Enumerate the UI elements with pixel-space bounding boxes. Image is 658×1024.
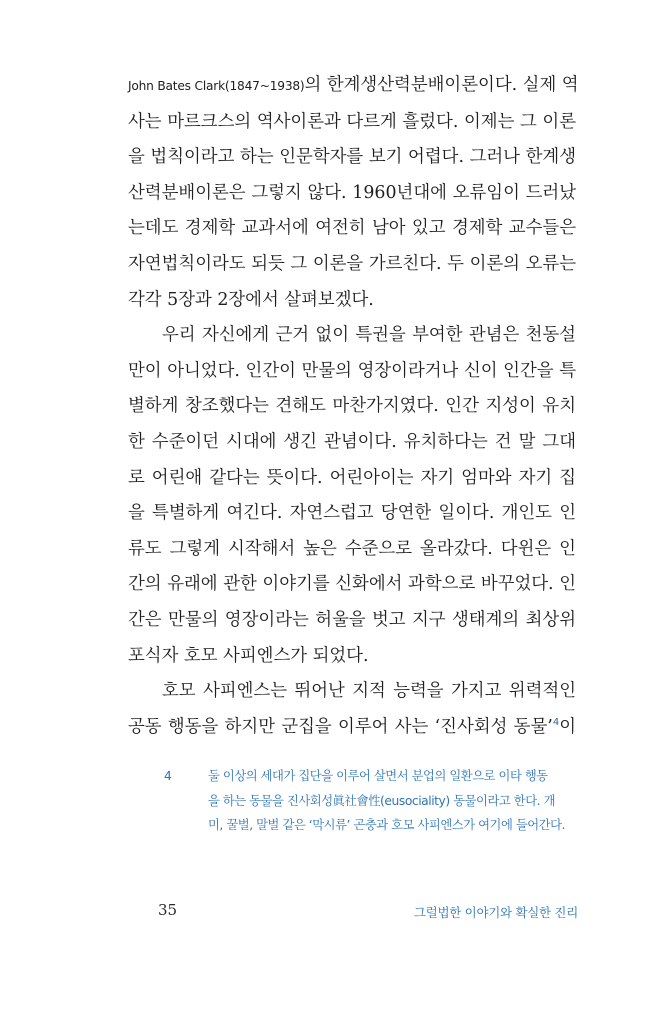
author-name: John Bates Clark(1847~1938)	[128, 79, 305, 93]
text-line: 로 어린애 같다는 뜻이다. 어린아이는 자기 엄마와 자기 집	[128, 467, 576, 488]
running-head: 그럴법한 이야기와 확실한 진리	[413, 905, 578, 920]
text-line: 포식자 호모 사피엔스가 되었다.	[128, 645, 369, 666]
paragraph-1	[128, 68, 579, 318]
text-line: 을 특별하게 여긴다. 자연스럽고 당연한 일이다. 개인도 인	[128, 503, 576, 524]
text-line: 우리 자신에게 근거 없이 특권을 부여한 관념은 천동설	[162, 325, 576, 346]
paragraph-3	[128, 674, 576, 745]
text-line: 별하게 창조했다는 견해도 마찬가지였다. 인간 지성이 유치	[128, 396, 576, 417]
text-line: 한 수준이던 시대에 생긴 관념이다. 유치하다는 건 말 그대	[128, 431, 576, 452]
line-rest: 의 한계생산력분배이론이다. 실제 역	[304, 75, 579, 95]
footnote-line: 둘 이상의 세대가 집단을 이루어 살면서 분업의 일환으로 이타 행동	[208, 769, 548, 783]
text-line: 사는 마르크스의 역사이론과 다르게 흘렀다. 이제는 그 이론	[128, 111, 576, 132]
text-line: 간은 만물의 영장이라는 허울을 벗고 지구 생태계의 최상위	[128, 609, 576, 630]
text-line	[128, 710, 576, 746]
footnote-number: 4	[164, 769, 172, 783]
footnote-reference[interactable]: 4	[552, 716, 560, 728]
body-text	[128, 68, 579, 745]
footnote-line: 을 하는 동물을 진사회성眞社會性(eusociality) 동물이라고 한다. 개	[208, 793, 555, 808]
footnote-text	[208, 764, 588, 838]
text-line: 각각 5장과 2장에서 살펴보겠다.	[128, 289, 374, 310]
text-line: 만이 아니었다. 인간이 만물의 영장이라거나 신이 인간을 특	[128, 360, 576, 381]
footnote-line: 미, 꿀벌, 말벌 같은 ‘막시류’ 곤충과 호모 사피엔스가 여기에 들어간다.	[208, 818, 566, 833]
line-text: 이	[559, 716, 576, 737]
paragraph-2	[128, 318, 576, 674]
page-number: 35	[158, 901, 178, 919]
text-line: 류도 그렇게 시작해서 높은 수준으로 올라갔다. 다윈은 인	[128, 538, 576, 559]
text-line: 자연법칙이라도 되듯 그 이론을 가르친다. 두 이론의 오류는	[128, 253, 576, 274]
text-line	[128, 68, 579, 105]
text-line: 산력분배이론은 그렇지 않다. 1960년대에 오류임이 드러났	[128, 182, 576, 203]
text-line: 간의 유래에 관한 이야기를 신화에서 과학으로 바꾸었다. 인	[128, 574, 576, 595]
line-text: 공동 행동을 하지만 군집을 이루어 사는 ‘진사회성 동물’	[128, 716, 553, 737]
text-line: 호모 사피엔스는 뛰어난 지적 능력을 가지고 위력적인	[162, 681, 576, 702]
text-line: 는데도 경제학 교과서에 여전히 남아 있고 경제학 교수들은	[128, 218, 576, 239]
text-line: 을 법칙이라고 하는 인문학자를 보기 어렵다. 그러나 한계생	[128, 147, 576, 168]
